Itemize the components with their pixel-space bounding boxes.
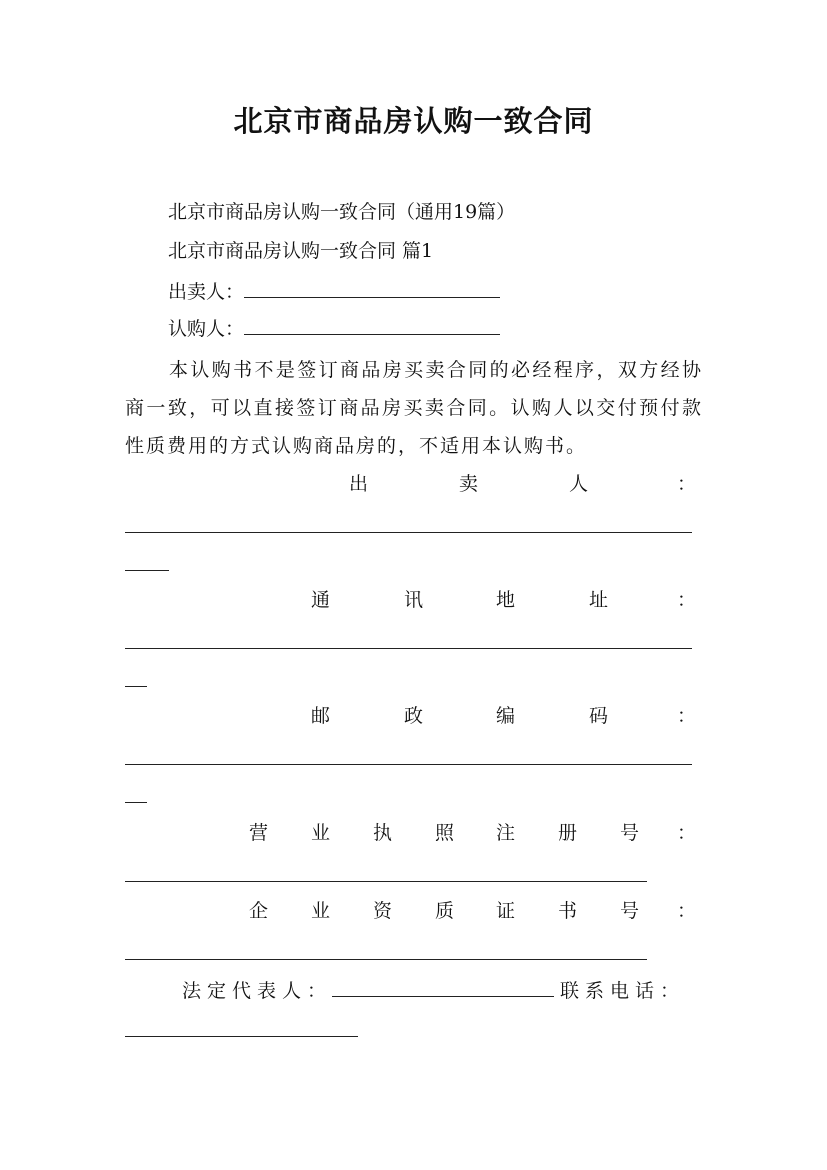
license-char-4: 照 [435,822,455,844]
seller-blank[interactable] [244,281,500,298]
seller-colon: ： [677,473,697,495]
buyer-line [168,316,500,342]
seller-char-2: 卖 [459,473,479,495]
seller-field-label [125,471,697,497]
seller-char-1: 出 [349,473,369,495]
postal-blank-line-1[interactable] [125,764,692,765]
postal-char-1: 邮 [311,705,331,727]
cert-char-1: 企 [249,900,269,922]
seller-blank-line-2[interactable] [125,570,169,571]
license-char-1: 营 [249,822,269,844]
postal-colon: ： [677,705,697,727]
seller-label: 出卖人： [168,281,245,303]
seller-char-3: 人 [569,473,589,495]
cert-blank-line[interactable] [125,959,647,960]
postal-field-label [125,703,697,729]
address-char-3: 地 [496,589,516,611]
cert-colon: ： [677,900,697,922]
cert-char-7: 号 [620,900,640,922]
cert-char-6: 书 [558,900,578,922]
license-char-7: 号 [620,822,640,844]
phone-label: 联系电话： [560,980,686,1002]
address-char-4: 址 [589,589,609,611]
address-field-label [125,587,697,613]
phone-blank-line[interactable] [125,1036,358,1037]
seller-blank-line-1[interactable] [125,532,692,533]
address-char-2: 讯 [404,589,424,611]
address-char-1: 通 [311,589,331,611]
seller-line [168,279,500,305]
address-blank-line-2[interactable] [125,686,147,687]
cert-char-2: 业 [311,900,331,922]
postal-char-4: 码 [589,705,609,727]
license-char-2: 业 [311,822,331,844]
subtitle-collection: 北京市商品房认购一致合同（通用19篇） [168,201,516,223]
cert-char-5: 证 [496,900,516,922]
intro-paragraph: 本认购书不是签订商品房买卖合同的必经程序，双方经协商一致，可以直接签订商品房买卖合同。认购人以交付预付款性质费用的方式认购商品房的，不适用本认购书。 [125,359,703,457]
subtitle-article: 北京市商品房认购一致合同 篇1 [168,240,434,262]
cert-char-3: 资 [373,900,393,922]
legal-rep-label: 法定代表人： [182,980,333,1002]
license-colon: ： [677,822,697,844]
address-colon: ： [677,589,697,611]
license-field-label [125,820,697,846]
postal-blank-line-2[interactable] [125,802,147,803]
document-title: 北京市商品房认购一致合同 [233,104,594,138]
license-char-3: 执 [373,822,393,844]
postal-char-2: 政 [404,705,424,727]
license-char-5: 注 [496,822,516,844]
license-blank-line[interactable] [125,881,647,882]
cert-char-4: 质 [435,900,455,922]
address-blank-line-1[interactable] [125,648,692,649]
legal-rep-row [182,978,685,1004]
buyer-label: 认购人： [168,318,245,340]
postal-char-3: 编 [496,705,516,727]
cert-field-label [125,898,697,924]
license-char-6: 册 [558,822,578,844]
buyer-blank[interactable] [244,318,500,335]
legal-rep-blank[interactable] [332,980,554,997]
